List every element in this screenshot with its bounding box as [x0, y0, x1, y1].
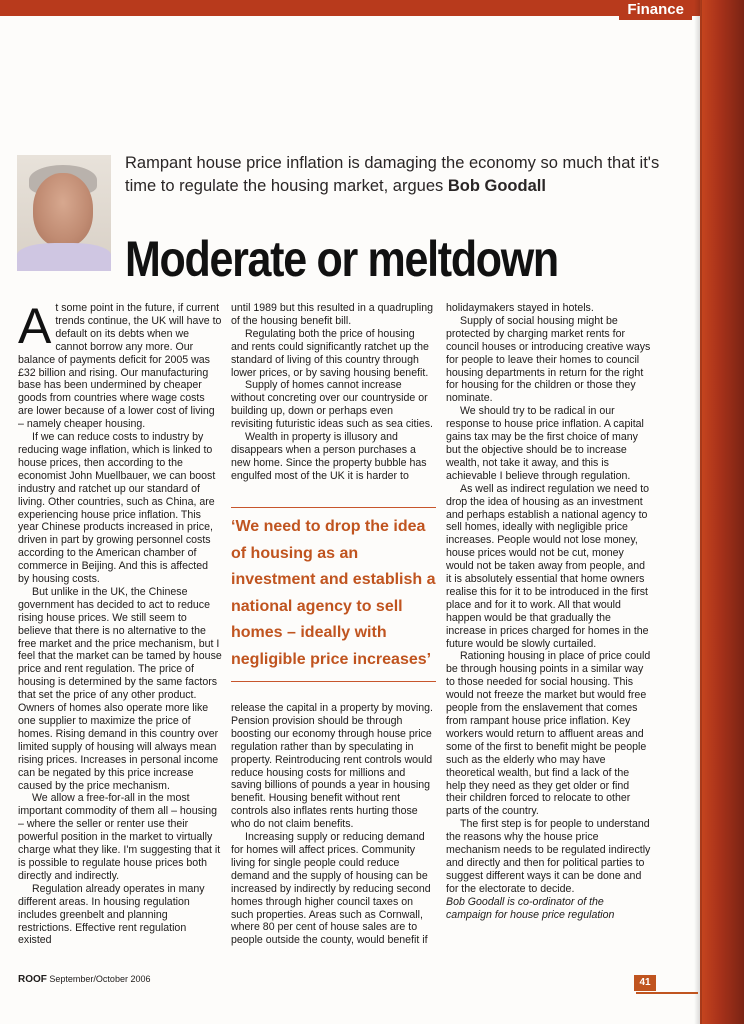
- paragraph: Increasing supply or reducing demand for homes will affect prices. Community living for single people could reduce demand and the supply of housing can be increased by indirectly by reducing second homes through higher council taxes on such properties. Areas such as Cornwall, where 80 per cent of house sales are to people outside the county, would benefit if: [231, 831, 431, 947]
- article-column-3: [446, 302, 652, 922]
- author-name: Bob Goodall: [447, 177, 546, 195]
- paragraph: Regulation already operates in many different areas. In housing regulation includes greenbelt and planning restrictions. Effective rent regulation existed: [18, 882, 205, 947]
- section-label: Finance: [619, 0, 692, 20]
- paragraph: Wealth in property is illusory and disappears when a person purchases a new home. Since the property bubble has engulfed most of the UK it is harder to: [231, 431, 427, 482]
- footer-rule: [636, 992, 698, 994]
- headline: Moderate or meltdown: [125, 231, 558, 287]
- author-photo: [17, 155, 111, 271]
- paragraph: Supply of homes cannot increase without concreting over our countryside or building up, down or perhaps even revisiting futuristic ideas such as sea cities.: [231, 379, 433, 431]
- top-color-band: [0, 0, 700, 16]
- article-column-2-bottom: [231, 702, 435, 947]
- paragraph: As well as indirect regulation we need to drop the idea of housing as an investment and perhaps establish a national agency to sell homes, ideally with negligible price increases. People would not lose money, house prices would not be cut, money would not be taken away from people, and it is absolutely essential that home owners realise this for it to be introduced in the first place and for it to work. All that would happen would be that gradually the increase in prices charged for homes in the future would be slowly curtailed.: [446, 482, 650, 650]
- article-column-1: [18, 298, 222, 947]
- paragraph: The first step is for people to understand the reasons why the house price mechanism needs to be regulated indirectly and directly and then for political parties to suggest different ways it can be done and for the electorate to decide.: [446, 818, 651, 895]
- standfirst: [125, 152, 685, 198]
- photo-shirt: [17, 243, 111, 271]
- paragraph: Regulating both the price of housing and rents could significantly ratchet up the standard of living of this country through lower prices, or by saving housing benefit.: [231, 327, 429, 379]
- issue-date: September/October 2006: [49, 974, 151, 984]
- pull-quote-text: ‘We need to drop the idea of housing as an investment and establish a national agency to sell homes – ideally with negligible price increases’: [231, 518, 436, 668]
- paragraph: But unlike in the UK, the Chinese government has decided to act to reduce rising house prices. We still seem to believe that there is no alternative to the free market and the price mechanism, but I feel that the market can be tamed by house price and rent regulation. The price of housing is determined by the same factors that set the price of any other product. Owners of homes also operate more like one supplier to maximize the price of homes. Rising demand in this country over limited supply of housing will always mean rising prices. Increases in personal income can be negated by this price increase caused by the price mechanism.: [18, 585, 222, 792]
- pull-quote: [231, 507, 436, 682]
- page-number: 41: [634, 975, 656, 991]
- paragraph: If we can reduce costs to industry by reducing wage inflation, which is linked to house prices, then according to the economist John Muellbauer, we can boost industry and ratchet up our standard of living. Other countries, such as China, are experiencing house price inflation. This year Chinese products increased in price, driven in part by growing personnel costs according to the American chamber of commerce in Beijing. And this is affected by housing costs.: [18, 431, 216, 586]
- page-fold-shadow: [694, 0, 702, 1024]
- footer-magazine: [18, 974, 150, 985]
- paragraph: We should try to be radical in our response to house price inflation. A capital gains tax may be the first choice of many but the objective should be to increase wealth, not take it away, and this is achievable I believe through regulation.: [446, 405, 644, 482]
- drop-cap: A: [18, 298, 52, 354]
- paragraph-text: t some point in the future, if current trends continue, the UK will have to default on its debts when we cannot borrow any more. Our balance of payments deficit for 2005 was £32 billion and rising. Our manufacturing base has been undermined by cheaper goods from countries where wage costs are lower because of a lower cost of living – namely cheaper housing.: [18, 302, 222, 431]
- paragraph: until 1989 but this resulted in a quadrupling of the housing benefit bill.: [231, 302, 434, 327]
- magazine-name: ROOF: [18, 974, 47, 985]
- paragraph: holidaymakers stayed in hotels.: [446, 302, 594, 314]
- author-bio: Bob Goodall is co-ordinator of the campaign for house price regulation: [446, 895, 615, 921]
- paragraph: Rationing housing in place of price could be through housing points in a similar way to those needed for social housing. This would not freeze the market but would free people from the enslavement that comes from rampant house price inflation. Key workers would return to affluent areas and some of the first to benefit might be people such as the elderly who may have theoretical wealth, but find a lack of the help they need as they get older or find their children forced to relocate to other parts of the country.: [446, 650, 651, 818]
- paragraph: Supply of social housing might be protected by charging market rents for council houses or introducing creative ways for people to leave their homes to council housing departments in return for the right for housing for the children or those they nominate.: [446, 314, 651, 405]
- standfirst-text: Rampant house price inflation is damaging the economy so much that it's time to regulate the housing market, argues: [125, 154, 660, 195]
- article-column-2-top: [231, 302, 435, 483]
- photo-face: [33, 173, 93, 247]
- paragraph: [18, 298, 222, 431]
- page-edge-stripe: [700, 0, 744, 1024]
- paragraph: We allow a free-for-all in the most important commodity of them all – housing – where the seller or renter use their powerful position in the market to virtually charge what they like. I'm suggesting that it is possible to regulate house prices both directly and indirectly.: [18, 792, 221, 882]
- paragraph: release the capital in a property by moving. Pension provision should be through boosting our economy through house price regulation rather than by speculating in property. Reintroducing rent controls would reduce housing costs for millions and saving billions of pounds a year in housing benefit. Housing benefit without rent controls also inflates rents hurting those who do not claim benefits.: [231, 702, 433, 831]
